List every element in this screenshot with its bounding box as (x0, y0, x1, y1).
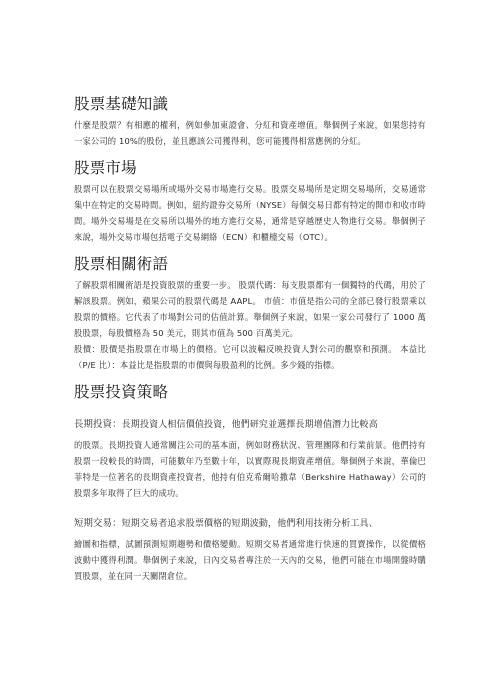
paragraph-long-term-body: 的股票。長期投資人通常關注公司的基本面，例如財務狀況、管理團隊和行業前景。他們持有股票一段較長的時間，可能數年乃至數十年，以實際現長期資產增值。舉個例子來說，華倫巴菲特是一位著名的長期資產投資者，他持有伯克希爾哈撒韋（Berkshire Hathaway）公司的股票多年取得了巨大的成功。 (74, 440, 426, 498)
section-title-investment-strategy: 股票投資策略 (74, 383, 169, 401)
long-term-first-line: 長期投資人相信價值投資，他們研究並選擇長期增值潛力比較高 (121, 420, 378, 430)
section-title-stock-basics: 股票基礎知識 (74, 95, 169, 113)
section-title-stock-market: 股票市場 (74, 159, 137, 177)
section-title-stock-terms: 股票相關術語 (74, 255, 169, 273)
paragraph-short-term-first-line (74, 515, 426, 533)
paragraph-long-term-first-line (74, 416, 426, 434)
short-term-lead: 短期交易： (74, 518, 122, 529)
paragraph-short-term-body: 繪圖和指標，試圖預測短期趨勢和價格變動。短期交易者通常進行快速的買賣操作，以從價格波動中獲得利潤。舉個例子來說，日內交易者專注於一天內的交易，他們可能在市場開盤時購買股票，並在同一天關閉倉位。 (74, 539, 426, 581)
paragraph-stock-terms-2: 股價：股價是指股票在市場上的價格。它可以波輻反映投資人對公司的觀察和預測。 本益比（P/E 比）：本益比是指股票的市價與每股盈利的比例。多少錢的指標。 (74, 344, 426, 370)
document-page (74, 94, 426, 584)
paragraph-stock-market: 股票可以在股票交易場所或場外交易市場進行交易。股票交易場所是定期交易場所，交易通常集中在特定的交易時間。例如，紐約證券交易所（NYSE）每個交易日都有特定的開市和收市時間。場外交易場是在交易所以場外的地方進行交易，通常是穿越歷史人物進行交易。舉個例子來說，場外交易市場包括電子交易網絡（ECN）和櫃檯交易（OTC）。 (74, 184, 426, 242)
paragraph-stock-terms-1: 了解股票相關術語是投資股票的重要一步。 股票代碼：每支股票都有一個獨特的代碼，用於了解該股票。例如，蘋果公司的股票代碼是 AAPL。 市值：市值是指公司的全部已發行股票乘以股票的價格。它代表了市場對公司的估值計算。舉個例子來說，如果一家公司發行了 1000 萬股股票，每股價格為 50 美元，則其市值為 500 百萬美元。 (74, 280, 426, 338)
short-term-first-line: 短期交易者追求股票價格的短期波動，他們利用技術分析工具、 (121, 519, 378, 529)
long-term-lead: 長期投資： (74, 419, 122, 430)
paragraph-stock-basics: 什麼是股票？有相應的權利，例如參加東證會、分紅和資產增值。舉個例子來說，如果您持有一家公司的 10%的股份，並且應該公司獲得利，您可能獲得相當應例的分紅。 (74, 120, 426, 146)
